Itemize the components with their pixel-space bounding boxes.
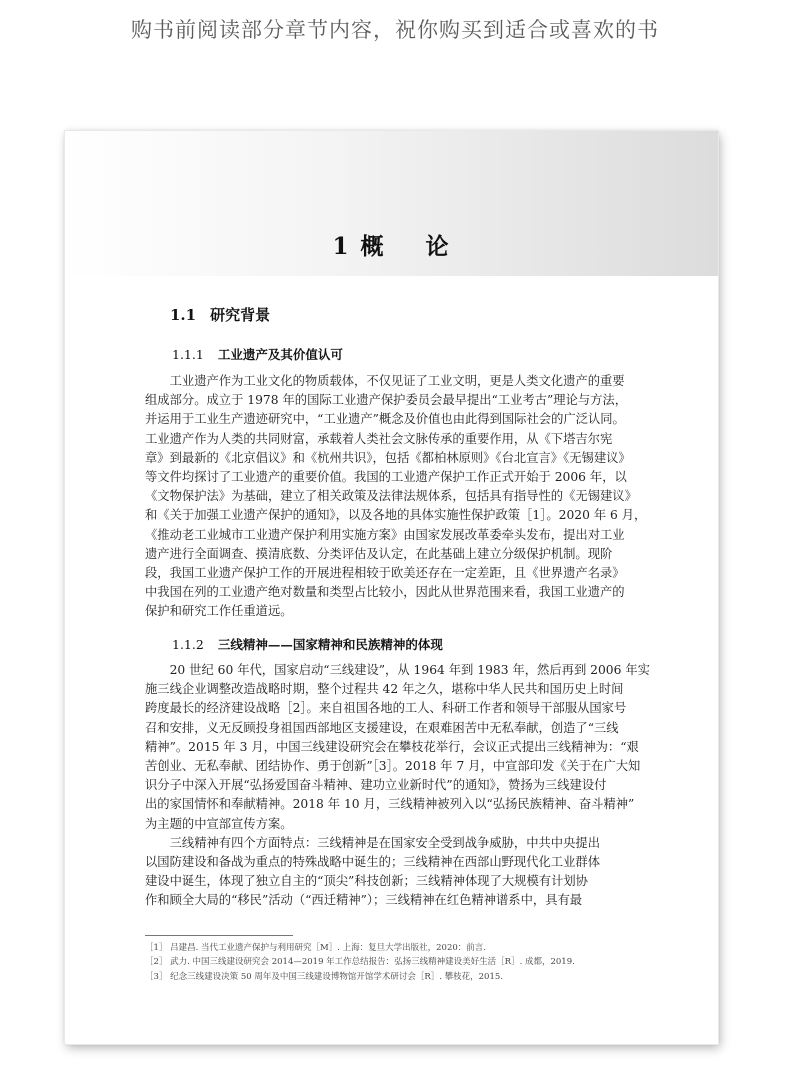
text-line: 《文物保护法》为基础，建立了相关政策及法律法规体系，包括具有指导性的《无锡建议》	[145, 489, 637, 504]
subsection-title: 工业遗产及其价值认可	[217, 347, 343, 362]
paragraph-1-1-2	[145, 661, 655, 911]
text-line: 中我国在列的工业遗产绝对数量和类型占比较小，因此从世界范围来看，我国工业遗产的	[145, 585, 625, 600]
chapter-number: 1	[332, 233, 351, 260]
book-page	[65, 131, 718, 1044]
text-line: 等文件均探讨了工业遗产的重要价值。我国的工业遗产保护工作正式开始于 2006 年，以	[145, 470, 627, 485]
footnote-3: ［3］ 纪念三线建设决策 50 周年及中国三线建设博物馆开馆学术研讨会［R］. 攀枝花，2015.	[145, 971, 503, 982]
text-line: 三线精神有四个方面特点：三线精神是在国家安全受到战争威胁，中共中央提出	[145, 835, 600, 850]
footnote-1: ［1］ 吕建昌. 当代工业遗产保护与利用研究［M］. 上海：复旦大学出版社，2020：前言.	[145, 943, 486, 953]
text-line: 和《关于加强工业遗产保护的通知》，以及各地的具体实施性保护政策［1］。2020 年 6 月，	[145, 508, 647, 523]
chapter-title-word-2: 论	[425, 233, 451, 260]
text-line: 识分子中深入开展“弘扬爱国奋斗精神、建功立业新时代”的通知》，赞扬为三线建设付	[145, 778, 607, 793]
page-banner: 购书前阅读部分章节内容，祝你购买到适合或喜欢的书	[131, 18, 659, 42]
text-line: 《推动老工业城市工业遗产保护利用实施方案》由国家发展改革委牵头发布，提出对工业	[145, 527, 625, 542]
text-line: 苦创业、无私奉献、团结协作、勇于创新”［3］。2018 年 7 月，中宣部印发《关于在广大知	[145, 759, 641, 774]
text-line: 工业遗产作为人类的共同财富，承载着人类社会文脉传承的重要作用，从《下塔吉尔宪	[145, 431, 613, 446]
text-line: 为主题的中宣部宣传方案。	[145, 816, 293, 831]
section-number: 1.1	[170, 306, 197, 324]
text-line: 保护和研究工作任重道远。	[145, 604, 293, 619]
text-line: 20 世纪 60 年代，国家启动“三线建设”，从 1964 年到 1983 年，然后再到 2006 年实	[145, 663, 650, 677]
chapter-title-word-1: 概	[360, 233, 386, 260]
text-line: 遗产进行全面调查、摸清底数、分类评估及认定，在此基础上建立分级保护机制。现阶	[145, 546, 613, 561]
text-line: 出的家国情怀和奉献精神。2018 年 10 月，三线精神被列入以“弘扬民族精神、奋斗精神”	[145, 797, 635, 812]
footnotes	[145, 941, 665, 984]
section-heading	[170, 304, 270, 325]
text-line: 精神”。2015 年 3 月，中国三线建设研究会在攀枝花举行，会议正式提出三线精神为：“艰	[145, 739, 639, 754]
text-line: 并运用于工业生产遗迹研究中，“工业遗产”概念及价值也由此得到国际社会的广泛认同。	[145, 412, 625, 427]
text-line: 组成部分。成立于 1978 年的国际工业遗产保护委员会最早提出“工业考古”理论与方法，	[145, 393, 628, 408]
chapter-title	[65, 228, 718, 261]
text-line: 召和安排，义无反顾投身祖国西部地区支援建设，在艰难困苦中无私奉献，创造了“三线	[145, 720, 619, 735]
subsection-number: 1.1.2	[172, 637, 204, 652]
text-line: 建设中诞生，体现了独立自主的“顶尖”科技创新；三线精神体现了大规模有计划协	[145, 874, 588, 889]
subsection-heading-1	[172, 345, 343, 363]
footnote-divider	[145, 935, 293, 936]
text-line: 施三线企业调整改造战略时期，整个过程共 42 年之久，堪称中华人民共和国历史上时间	[145, 682, 624, 697]
subsection-heading-2	[172, 635, 443, 653]
text-line: 作和顾全大局的“移民”活动（“西迁精神”）；三线精神在红色精神谱系中，具有最	[145, 893, 583, 908]
text-line: 章》到最新的《北京倡议》和《杭州共识》，包括《都柏林原则》《台北宣言》《无锡建议》	[145, 450, 631, 465]
text-line: 段，我国工业遗产保护工作的开展进程相较于欧美还存在一定差距，且《世界遗产名录》	[145, 566, 625, 581]
text-line: 工业遗产作为工业文化的物质载体，不仅见证了工业文明，更是人类文化遗产的重要	[145, 374, 625, 388]
text-line: 以国防建设和备战为重点的特殊战略中诞生的；三线精神在西部山野现代化工业群体	[145, 855, 600, 870]
subsection-number: 1.1.1	[172, 347, 204, 362]
footnote-2: ［2］ 武力. 中国三线建设研究会 2014—2019 年工作总结报告：弘扬三线精神建设美好生活［R］. 成都，2019.	[145, 957, 575, 968]
paragraph-1-1-1	[145, 372, 655, 622]
subsection-title: 三线精神——国家精神和民族精神的体现	[217, 637, 443, 652]
text-line: 跨度最长的经济建设战略［2］。来自祖国各地的工人、科研工作者和领导干部服从国家号	[145, 701, 627, 716]
section-title: 研究背景	[210, 306, 271, 324]
